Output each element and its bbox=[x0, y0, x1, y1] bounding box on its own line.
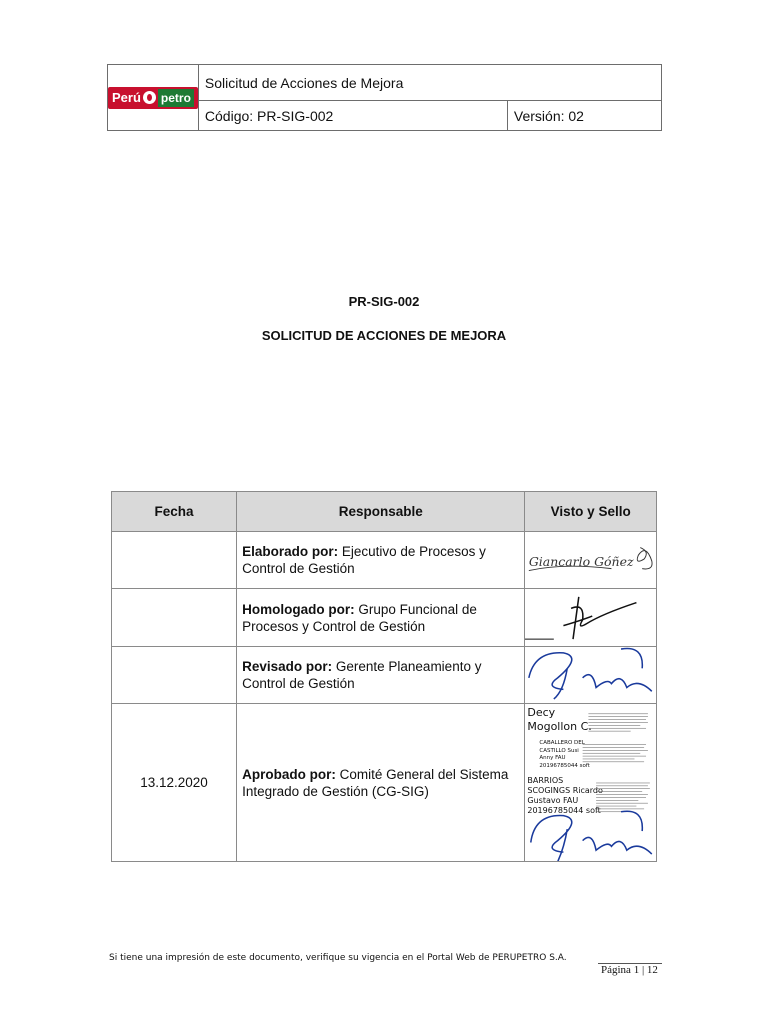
approval-table bbox=[111, 491, 657, 862]
table-row bbox=[112, 589, 657, 647]
doc-code: Código: PR-SIG-002 bbox=[198, 101, 507, 131]
main-title: SOLICITUD DE ACCIONES DE MEJORA bbox=[261, 328, 507, 343]
row-responsable: Revisado por: Gerente Planeamiento y Control de Gestión bbox=[237, 647, 525, 704]
row-responsable: Aprobado por: Comité General del Sistema Integrado de Gestión (CG-SIG) bbox=[237, 704, 525, 862]
row-date bbox=[112, 532, 237, 589]
col-header-fecha: Fecha bbox=[112, 492, 237, 532]
signature-cell bbox=[525, 647, 657, 704]
doc-title: Solicitud de Acciones de Mejora bbox=[198, 65, 661, 101]
col-header-visto: Visto y Sello bbox=[525, 492, 657, 532]
flame-icon bbox=[143, 91, 156, 104]
code-title: PR-SIG-002 bbox=[348, 294, 420, 309]
document-header bbox=[107, 64, 662, 131]
signature-cell bbox=[525, 532, 657, 589]
signature-image bbox=[525, 532, 656, 588]
signature-cell bbox=[525, 589, 657, 647]
doc-version: Versión: 02 bbox=[507, 101, 661, 131]
signature-image bbox=[525, 647, 656, 703]
stamp-decy: Decy Mogollon C. bbox=[527, 706, 592, 733]
row-responsable: Homologado por: Grupo Funcional de Procesos y Control de Gestión bbox=[237, 589, 525, 647]
perupetro-logo: Perú petro bbox=[108, 87, 198, 109]
table-row bbox=[112, 532, 657, 589]
row-date bbox=[112, 647, 237, 704]
signature-image bbox=[525, 589, 656, 646]
page-number: Página 1 | 12 bbox=[601, 964, 658, 976]
svg-text:Giancarlo Góñez: Giancarlo Góñez bbox=[529, 553, 634, 569]
table-row bbox=[112, 647, 657, 704]
table-row bbox=[112, 704, 657, 862]
footer-notice: Si tiene una impresión de este documento, verifique su vigencia en el Portal Web de PERUPETRO S.A. bbox=[109, 953, 567, 963]
stamp-barrios: BARRIOS SCOGINGS Ricardo Gustavo FAU 20196785044 soft bbox=[527, 776, 603, 815]
row-date bbox=[112, 589, 237, 647]
row-responsable: Elaborado por: Ejecutivo de Procesos y Control de Gestión bbox=[237, 532, 525, 589]
stamp-caballero: CABALLERO DEL CASTILLO Susi Anny FAU 20196785044 soft bbox=[539, 740, 590, 769]
stamp-graphics bbox=[525, 704, 656, 861]
row-date: 13.12.2020 bbox=[112, 704, 237, 862]
col-header-responsable: Responsable bbox=[237, 492, 525, 532]
logo-cell bbox=[108, 65, 199, 131]
digital-stamp-cell bbox=[525, 704, 657, 862]
